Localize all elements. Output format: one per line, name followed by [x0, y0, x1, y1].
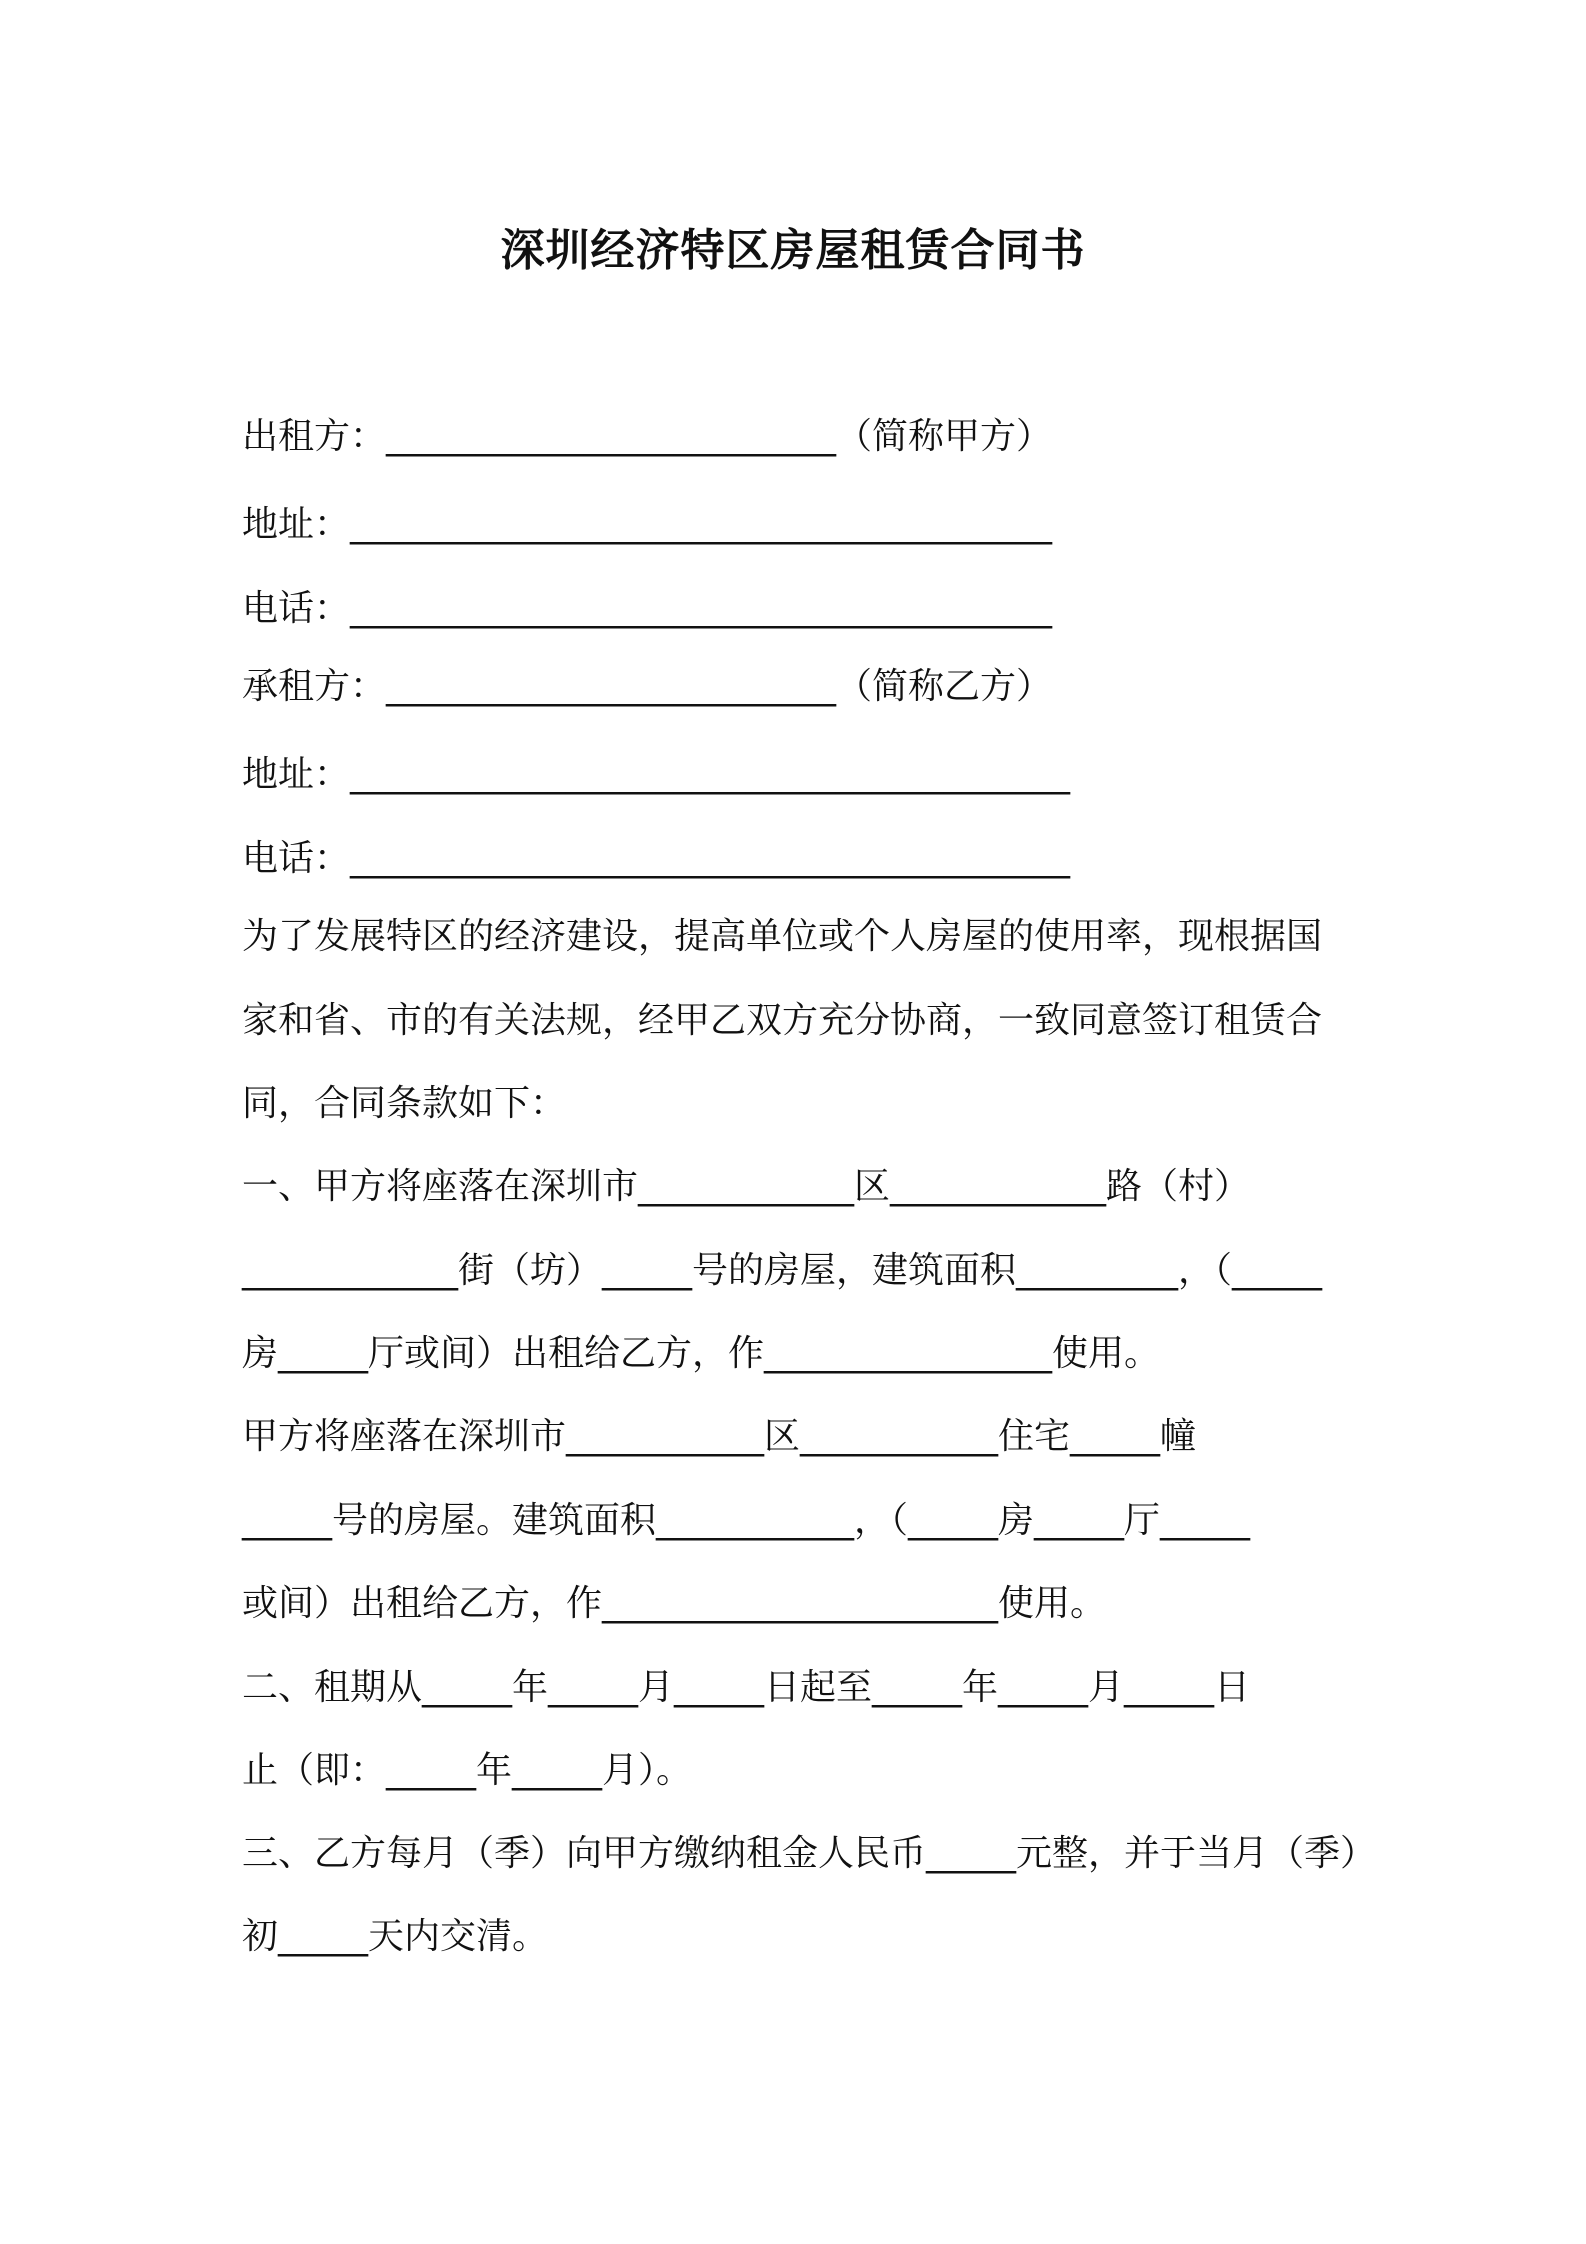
clause-3-line-1: 三、乙方每月（季）向甲方缴纳租金人民币_____元整，并于当月（季）	[242, 1833, 1377, 1874]
lessor-address-line: 地址：_______________________________________	[242, 504, 1053, 545]
lessee-address-line: 地址：________________________________________	[242, 754, 1071, 795]
lessee-line: 承租方：_________________________（简称乙方）	[242, 666, 1053, 707]
preamble-line-1: 为了发展特区的经济建设，提高单位或个人房屋的使用率，现根据国	[242, 916, 1323, 957]
lessor-phone-line: 电话：_______________________________________	[242, 588, 1053, 629]
clause-1-line-1: 一、甲方将座落在深圳市____________区____________路（村）	[242, 1166, 1251, 1207]
clause-1-alt-line-3: 或间）出租给乙方，作______________________使用。	[242, 1583, 1107, 1624]
lessee-phone-line: 电话：________________________________________	[242, 838, 1071, 879]
preamble-line-3: 同，合同条款如下：	[242, 1083, 567, 1124]
clause-1-line-2: ____________街（坊）_____号的房屋，建筑面积_________，（_____	[242, 1250, 1323, 1291]
clause-1-alt-line-2: _____号的房屋。建筑面积___________，（_____房_____厅_____	[242, 1500, 1251, 1541]
document-title: 深圳经济特区房屋租赁合同书	[500, 225, 1086, 276]
lessor-line: 出租方：_________________________（简称甲方）	[242, 416, 1053, 457]
clause-2-line-1: 二、租期从_____年_____月_____日起至_____年_____月_____日	[242, 1667, 1251, 1708]
clause-3-line-2: 初_____天内交清。	[242, 1916, 549, 1957]
preamble-line-2: 家和省、市的有关法规，经甲乙双方充分协商，一致同意签订租赁合	[242, 1000, 1323, 1041]
clause-1-alt-line-1: 甲方将座落在深圳市___________区___________住宅_____幢	[242, 1416, 1197, 1457]
clause-2-line-2: 止（即：_____年_____月）。	[242, 1750, 693, 1791]
clause-1-line-3: 房_____厅或间）出租给乙方，作________________使用。	[242, 1333, 1161, 1374]
